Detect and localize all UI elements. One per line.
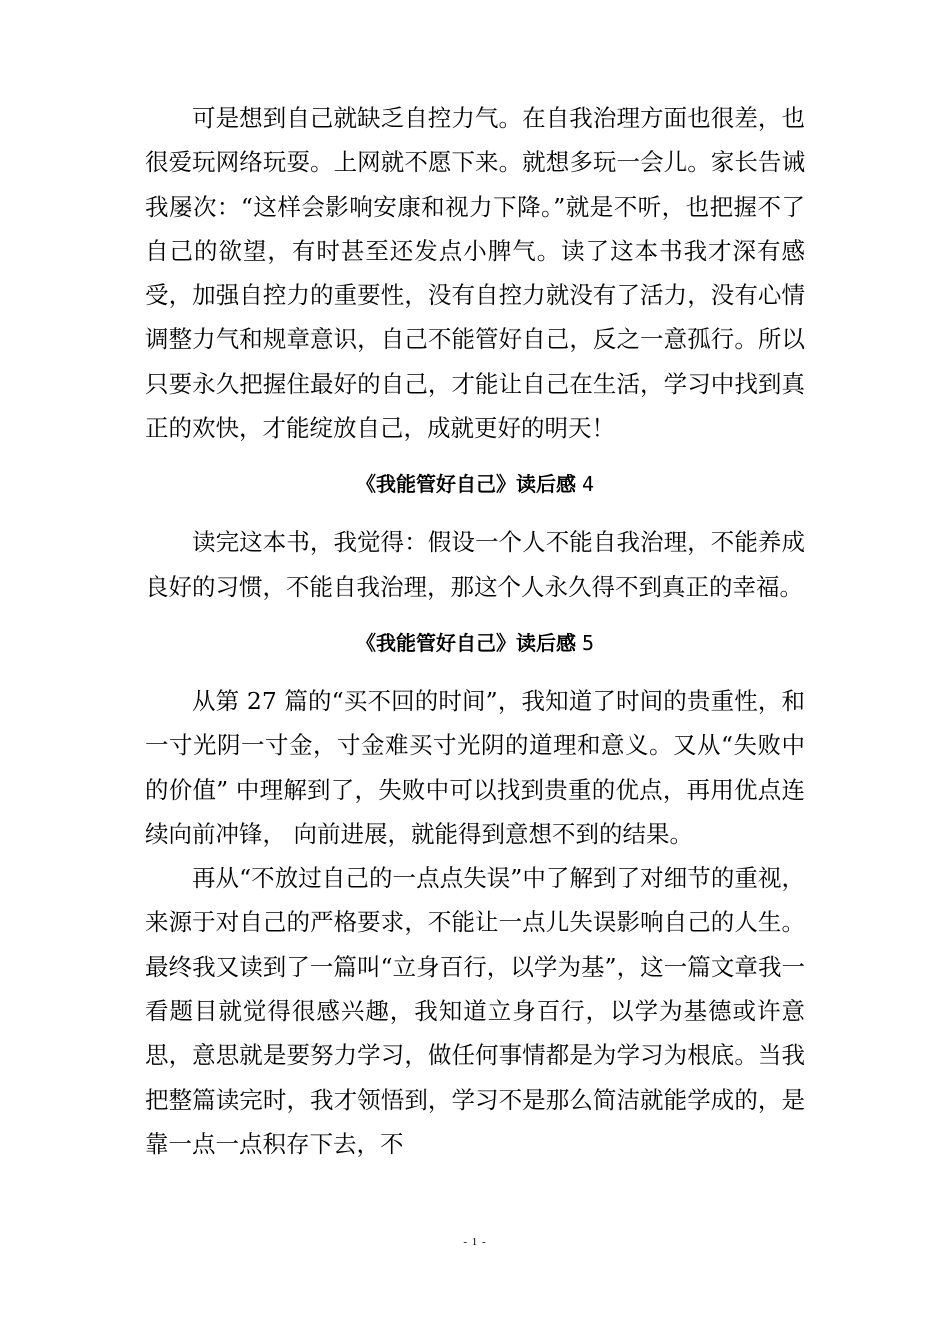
section-heading-4 <box>145 462 805 506</box>
body-paragraph: 可是想到自己就缺乏自控力气。在自我治理方面也很差，也很爱玩网络玩耍。上网就不愿下来。就想多玩一会儿。家长告诫我屡次：“这样会影响安康和视力下降。”就是不听，也把握不了自己的欲望，有时甚至还发点小脾气。读了这本书我才深有感受，加强自控力的重要性，没有自控力就没有了活力，没有心情调整力气和规章意识，自己不能管好自己，反之一意孤行。所以只要永久把握住最好的自己，才能让自己在生活，学习中找到真正的欢快，才能绽放自己，成就更好的明天！ <box>145 104 805 443</box>
body-paragraph: 读完这本书，我觉得：假设一个人不能自我治理，不能养成良好的习惯，不能自我治理，那这个人永久得不到真正的幸福。 <box>145 528 805 601</box>
body-paragraph: 从第 27 篇的“买不回的时间”，我知道了时间的贵重性，和一寸光阴一寸金，寸金难买寸光阴的道理和意义。又从“失败中的价值” 中理解到了，失败中可以找到贵重的优点，再用优点连续向前冲锋， 向前进展，就能得到意想不到的结果。 <box>145 686 805 848</box>
document-body <box>145 96 805 1166</box>
page-number: - 1 - <box>463 1236 487 1248</box>
section-heading-5 <box>145 621 805 665</box>
body-paragraph: 再从“不放过自己的一点点失误”中了解到了对细节的重视，来源于对自己的严格要求，不能让一点儿失误影响自己的人生。最终我又读到了一篇叫“立身百行，以学为基”，这一篇文章我一看题目就觉得很感兴趣，我知道立身百行，以学为基德或许意思，意思就是要努力学习，做任何事情都是为学习为根底。当我把整篇读完时，我才领悟到，学习不是那么简洁就能学成的，是靠一点一点积存下去，不 <box>145 864 805 1158</box>
section-heading-title: 《我能管好自己》读后感 <box>355 472 576 497</box>
section-heading-title: 《我能管好自己》读后感 <box>355 630 576 655</box>
section-heading-number: 4 <box>581 472 595 497</box>
section-heading-number: 5 <box>581 630 595 655</box>
